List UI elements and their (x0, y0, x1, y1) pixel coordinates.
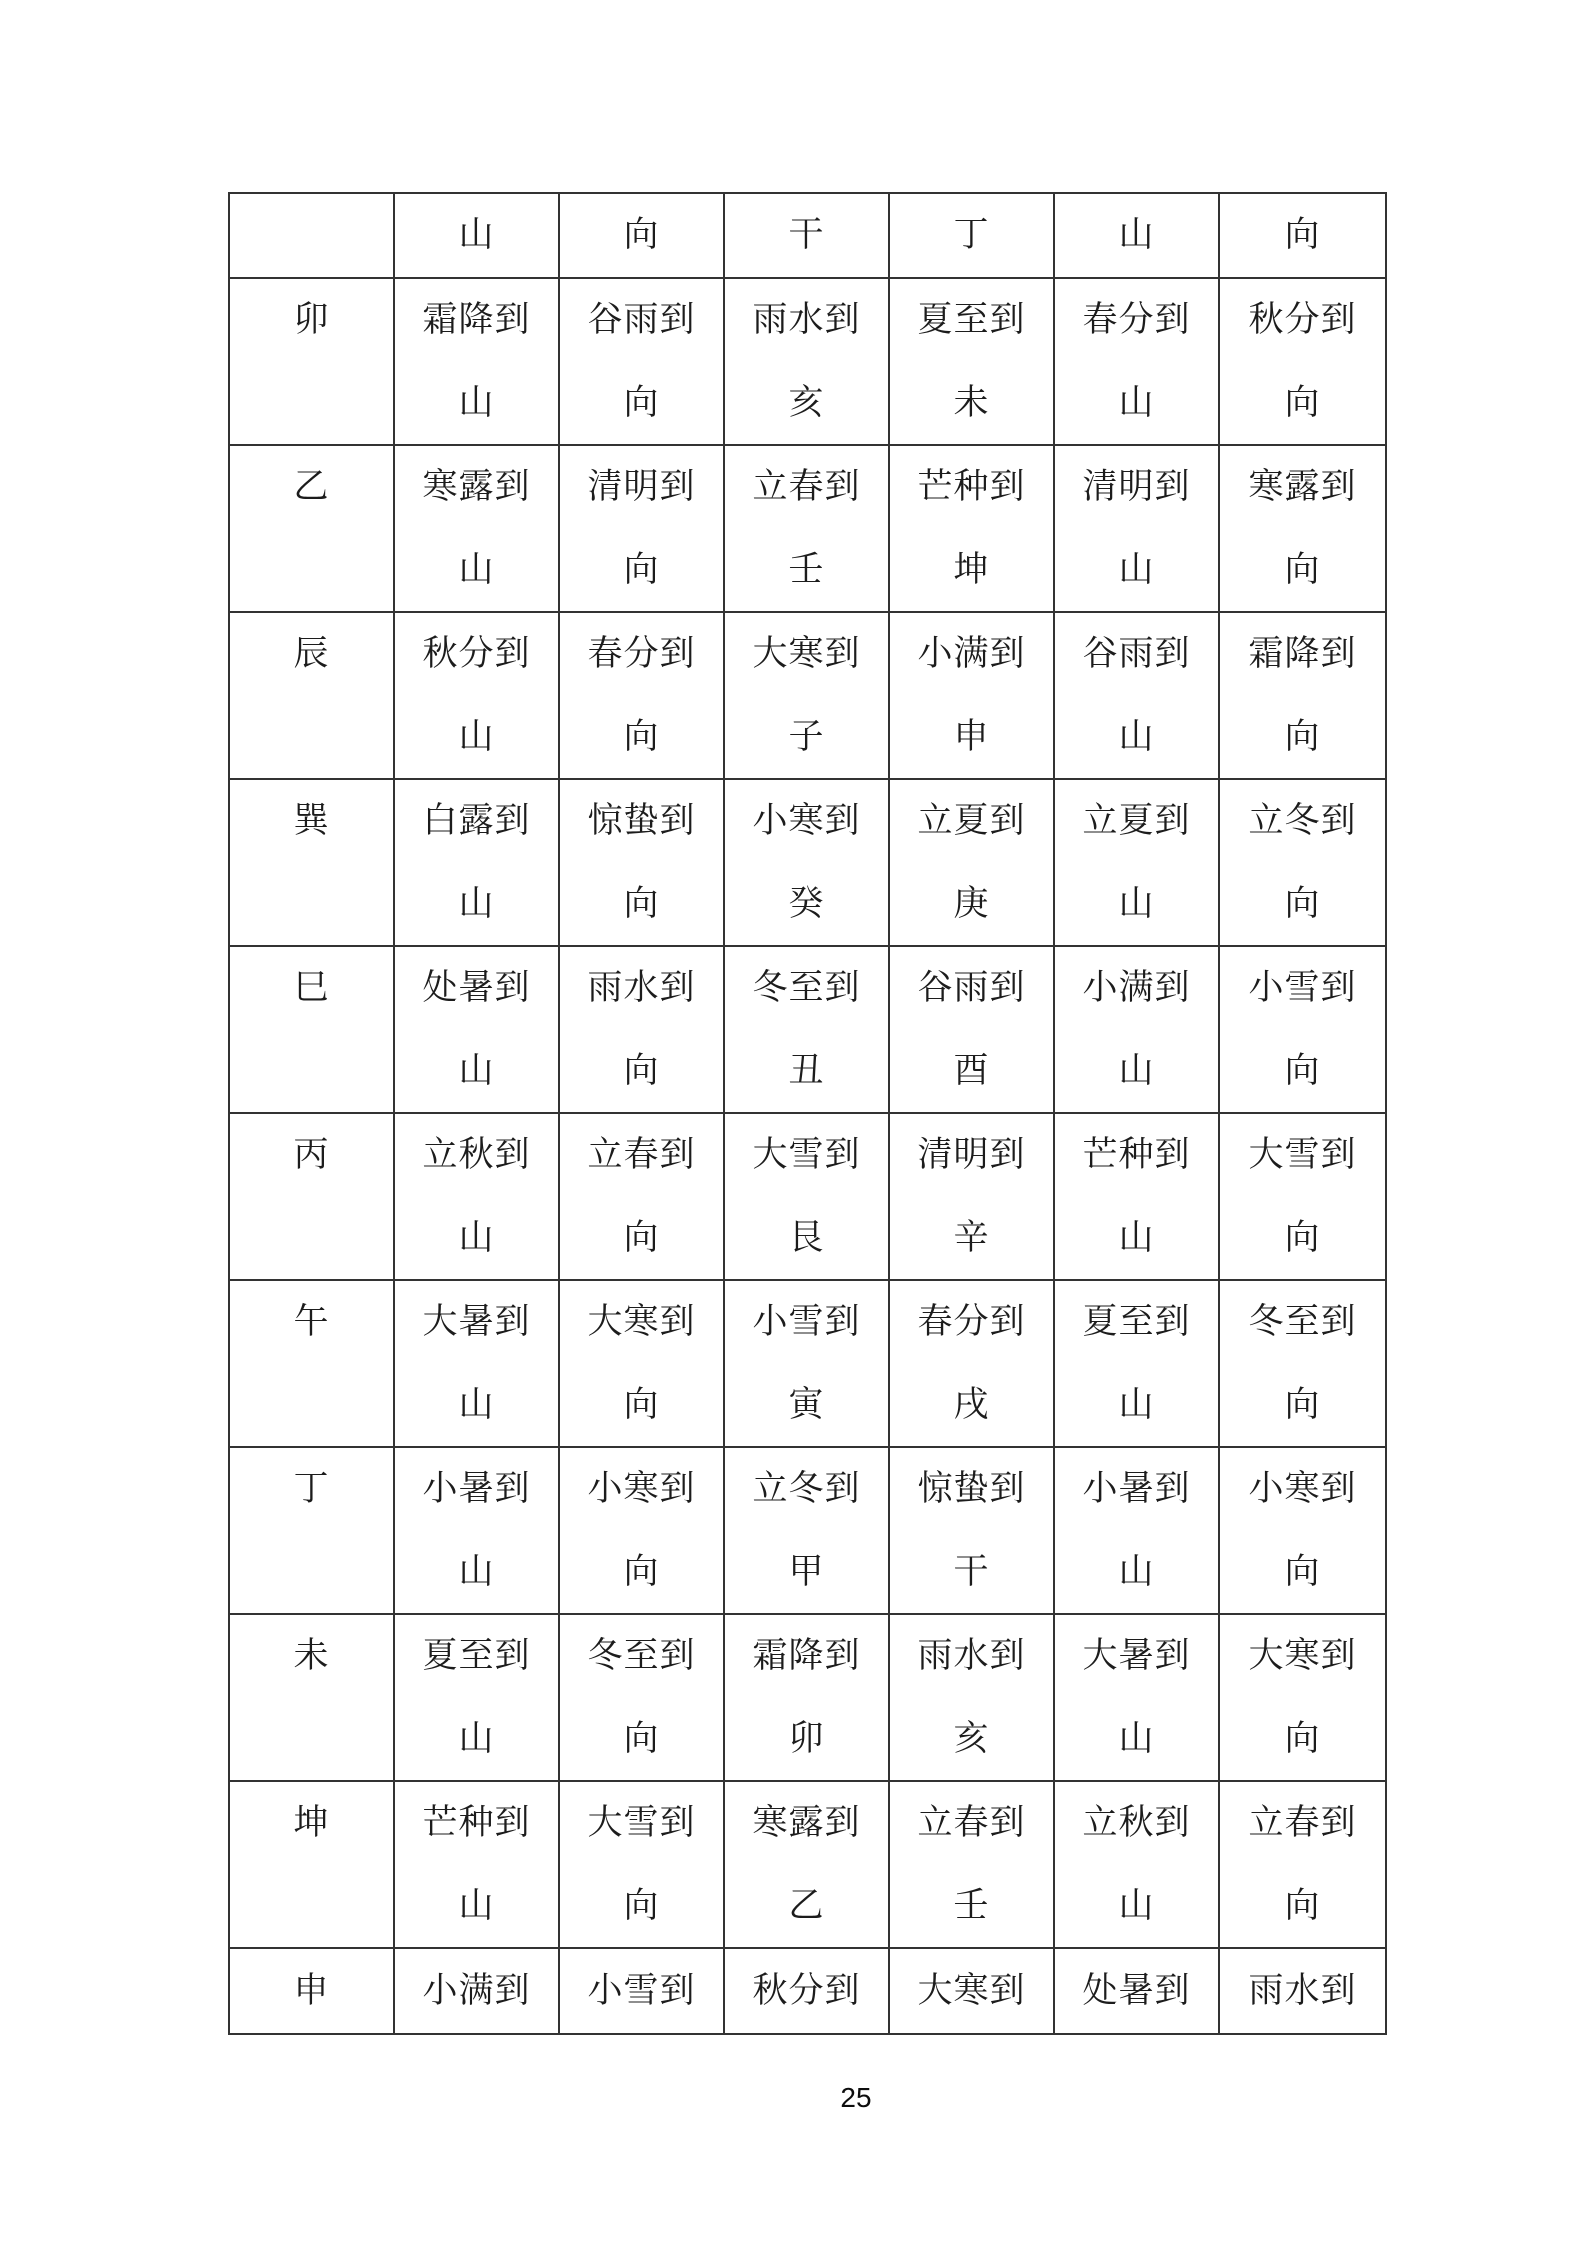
header-cell (560, 194, 725, 277)
table-row (230, 1114, 1385, 1281)
row-label: 丁 (293, 1469, 330, 1509)
row-label: 午 (293, 1302, 330, 1342)
row-header-cell (230, 1615, 395, 1780)
table-row (230, 1615, 1385, 1782)
header-label: 山 (458, 215, 495, 255)
table-cell: 大寒到 (890, 1949, 1055, 2033)
table-row (230, 279, 1385, 446)
table-cell: 小雪到 寅 (725, 1281, 890, 1446)
table-cell: 清明到 向 (560, 446, 725, 611)
table-cell: 立秋到 山 (395, 1114, 560, 1279)
table-cell: 秋分到 (725, 1949, 890, 2033)
table-row (230, 1281, 1385, 1448)
table-cell: 秋分到 山 (395, 613, 560, 778)
table-cell: 雨水到 (1248, 1970, 1357, 2011)
table-cell: 霜降到 山 (395, 279, 560, 444)
row-header-cell (230, 279, 395, 444)
table-cell: 白露到 山 (395, 780, 560, 945)
table-cell: 立秋到 山 (1055, 1782, 1220, 1947)
header-label: 丁 (953, 215, 990, 255)
table-cell: 大暑到 山 (395, 1281, 560, 1446)
row-header-cell (230, 1281, 395, 1446)
header-label: 干 (788, 215, 825, 255)
table-cell: 寒露到 乙 (725, 1782, 890, 1947)
row-label: 未 (293, 1636, 330, 1676)
row-header-cell (230, 947, 395, 1112)
table-cell: 冬至到 向 (1248, 1302, 1357, 1425)
row-label: 辰 (293, 634, 330, 674)
table-cell: 惊蛰到 干 (890, 1448, 1055, 1613)
row-label: 巳 (293, 968, 330, 1008)
table-cell: 大雪到 向 (1248, 1135, 1357, 1258)
table-cell: 小雪到 向 (1248, 968, 1357, 1091)
table-cell: 立冬到 向 (1248, 801, 1357, 924)
table-cell: 立春到 向 (1248, 1803, 1357, 1926)
table-cell: 小寒到 向 (560, 1448, 725, 1613)
table-cell: 寒露到 向 (1248, 467, 1357, 590)
table-cell: 春分到 戌 (890, 1281, 1055, 1446)
table-row (230, 780, 1385, 947)
table-cell: 大雪到 向 (560, 1782, 725, 1947)
table-row (230, 1782, 1385, 1949)
table-cell: 立冬到 甲 (725, 1448, 890, 1613)
table-cell: 雨水到 亥 (725, 279, 890, 444)
row-label: 坤 (293, 1803, 330, 1843)
header-cell (1055, 194, 1220, 277)
table-row (230, 613, 1385, 780)
row-header-cell (230, 780, 395, 945)
table-cell: 立夏到 庚 (890, 780, 1055, 945)
table-cell: 小暑到 山 (395, 1448, 560, 1613)
table-cell: 秋分到 向 (1248, 300, 1357, 423)
table-cell: 霜降到 卯 (725, 1615, 890, 1780)
table-cell: 春分到 山 (1055, 279, 1220, 444)
row-header-cell (230, 1949, 395, 2033)
table-row-partial (230, 1949, 1385, 2033)
table-row (230, 446, 1385, 613)
table-cell: 霜降到 向 (1248, 634, 1357, 757)
table-cell: 立春到 向 (560, 1114, 725, 1279)
table-cell: 雨水到 向 (560, 947, 725, 1112)
table-cell: 小满到 (395, 1949, 560, 2033)
table-cell: 大雪到 艮 (725, 1114, 890, 1279)
header-label: 山 (1118, 215, 1155, 255)
table-cell: 冬至到 向 (560, 1615, 725, 1780)
table-cell: 冬至到 丑 (725, 947, 890, 1112)
table-cell: 大寒到 向 (1248, 1636, 1357, 1759)
table-header-row (230, 194, 1385, 279)
page-number: 25 (840, 2082, 872, 2113)
table-cell: 芒种到 山 (395, 1782, 560, 1947)
header-label (230, 194, 393, 277)
row-label: 巽 (293, 801, 330, 841)
table-cell: 小满到 山 (1055, 947, 1220, 1112)
table-cell: 惊蛰到 向 (560, 780, 725, 945)
table-cell: 春分到 向 (560, 613, 725, 778)
header-label: 向 (623, 215, 660, 255)
header-cell (890, 194, 1055, 277)
row-header-cell (230, 1782, 395, 1947)
table-cell: 小寒到 癸 (725, 780, 890, 945)
row-label: 丙 (293, 1135, 330, 1175)
table-cell: 雨水到 亥 (890, 1615, 1055, 1780)
row-header-cell (230, 446, 395, 611)
table-cell: 大寒到 向 (560, 1281, 725, 1446)
table-cell: 立春到 壬 (725, 446, 890, 611)
header-cell (725, 194, 890, 277)
table-cell: 寒露到 山 (395, 446, 560, 611)
row-header-cell (230, 1448, 395, 1613)
table-row (230, 947, 1385, 1114)
directions-table (228, 192, 1387, 2035)
table-cell: 夏至到 山 (1055, 1281, 1220, 1446)
table-cell: 谷雨到 向 (560, 279, 725, 444)
table-row (230, 1448, 1385, 1615)
row-label: 申 (293, 1970, 330, 2011)
table-cell: 芒种到 山 (1055, 1114, 1220, 1279)
header-cell (1220, 194, 1385, 277)
row-header-cell (230, 1114, 395, 1279)
table-cell: 清明到 辛 (890, 1114, 1055, 1279)
header-cell-empty (230, 194, 395, 277)
table-cell: 处暑到 山 (395, 947, 560, 1112)
header-label: 向 (1284, 215, 1321, 255)
table-cell: 立夏到 山 (1055, 780, 1220, 945)
header-cell (395, 194, 560, 277)
row-label: 乙 (293, 467, 330, 507)
table-cell: 小雪到 (560, 1949, 725, 2033)
row-header-cell (230, 613, 395, 778)
table-cell: 小暑到 山 (1055, 1448, 1220, 1613)
table-cell: 夏至到 山 (395, 1615, 560, 1780)
table-cell: 谷雨到 山 (1055, 613, 1220, 778)
table-cell: 清明到 山 (1055, 446, 1220, 611)
table-cell: 处暑到 (1055, 1949, 1220, 2033)
row-label: 卯 (293, 300, 330, 340)
table-cell: 谷雨到 酉 (890, 947, 1055, 1112)
table-cell: 大寒到 子 (725, 613, 890, 778)
table-cell: 立春到 壬 (890, 1782, 1055, 1947)
table-cell: 芒种到 坤 (890, 446, 1055, 611)
table-cell: 大暑到 山 (1055, 1615, 1220, 1780)
table-cell: 小寒到 向 (1248, 1469, 1357, 1592)
table-cell: 小满到 申 (890, 613, 1055, 778)
table-cell: 夏至到 未 (890, 279, 1055, 444)
